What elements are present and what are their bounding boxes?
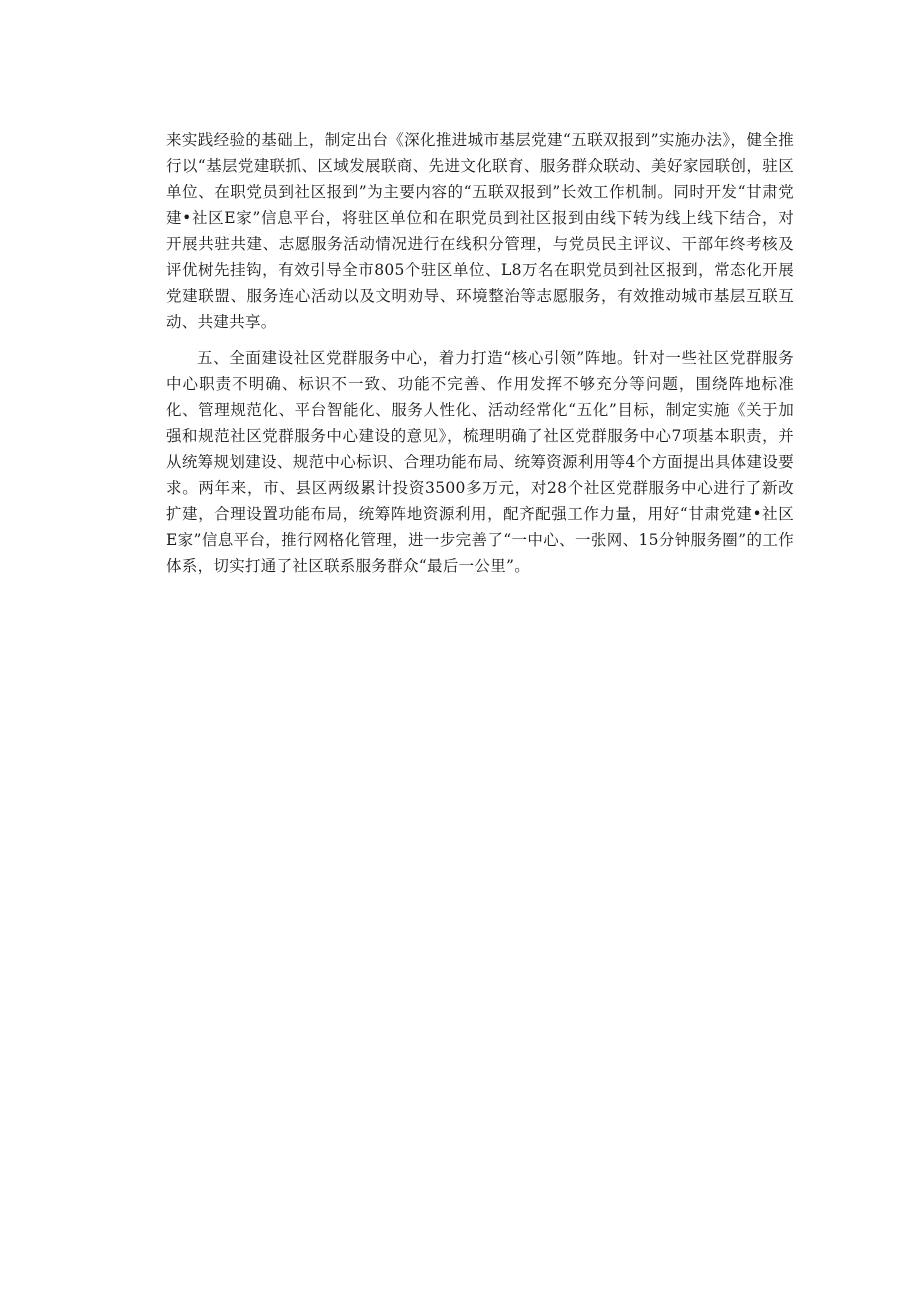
paragraph-1: 来实践经验的基础上，制定出台《深化推进城市基层党建“五联双报到”实施办法》，健全推行以“基层党建联抓、区域发展联商、先进文化联育、服务群众联动、美好家园联创，驻区单位、在职党员到社区报到”为主要内容的“五联双报到”长效工作机制。同时开发“甘肃党建•社区E家”信息平台，将驻区单位和在职党员到社区报到由线下转为线上线下结合，对开展共驻共建、志愿服务活动情况进行在线积分管理，与党员民主评议、干部年终考核及评优树先挂钩，有效引导全市805个驻区单位、L8万名在职党员到社区报到，常态化开展党建联盟、服务连心活动以及文明劝导、环境整治等志愿服务，有效推动城市基层互联互动、共建共享。 [166, 131, 794, 331]
document-body [166, 127, 794, 579]
paragraph-2: 五、全面建设社区党群服务中心，着力打造“核心引领”阵地。针对一些社区党群服务中心职责不明确、标识不一致、功能不完善、作用发挥不够充分等问题，围绕阵地标准化、管理规范化、平台智能化、服务人性化、活动经常化“五化”目标，制定实施《关于加强和规范社区党群服务中心建设的意见》，梳理明确了社区党群服务中心7项基本职责，并从统筹规划建设、规范中心标识、合理功能布局、统筹资源利用等4个方面提出具体建设要求。两年来，市、县区两级累计投资3500多万元，对28个社区党群服务中心进行了新改扩建，合理设置功能布局，统筹阵地资源利用，配齐配强工作力量，用好“甘肃党建•社区E家”信息平台，推行网格化管理，进一步完善了“一中心、一张网、15分钟服务圈”的工作体系，切实打通了社区联系服务群众“最后一公里”。 [166, 349, 794, 575]
